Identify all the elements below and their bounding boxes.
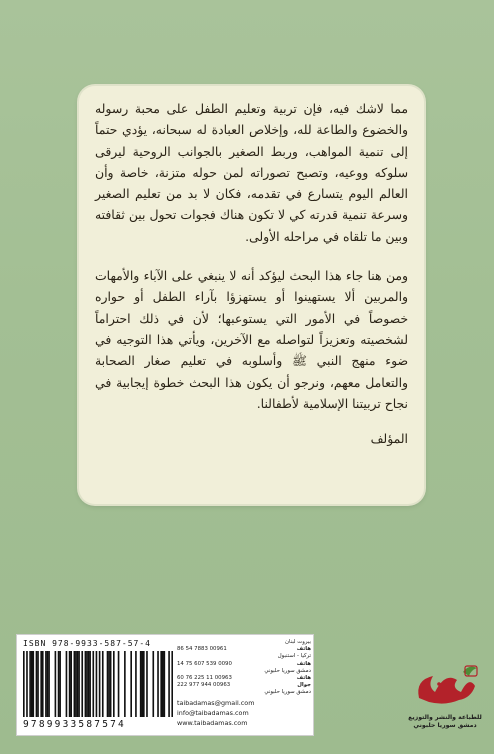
contact-row: [177, 639, 311, 646]
barcode-bar: [81, 651, 83, 717]
publisher-caption-2: دمشق سوريا حلبوني: [413, 722, 477, 729]
barcode-bar: [113, 651, 115, 717]
barcode-bar: [110, 651, 112, 717]
barcode-bar: [48, 651, 50, 717]
barcode-bar: [96, 651, 98, 717]
contact-row: [177, 689, 311, 696]
author-signature: المؤلف: [370, 431, 408, 447]
barcode-bar: [89, 651, 91, 717]
barcode-bar: [42, 651, 44, 717]
barcode-bar: [102, 651, 104, 717]
barcode-bar: [77, 651, 79, 717]
barcode-bar: [143, 651, 145, 717]
barcode-bar: [36, 651, 38, 717]
contact-phone: 00961 7883 54 86: [177, 646, 227, 653]
barcode-bar: [135, 651, 137, 717]
barcode-bar: [31, 651, 33, 717]
taiba-logo-icon: [405, 662, 485, 710]
barcode-bar: [108, 651, 110, 717]
blurb-paragraph-1: مما لاشك فيه، فإن تربية وتعليم الطفل على محبة رسوله والخضوع والطاعة لله، وإخلاص العبادة له سبحانه، يؤدي حتماً إلى تنمية المواهب، وربط الصغير بالجوانب الروحية ليرقى سلوكه ووعيه، وتصبح تصوراته لمن حوله متزنة، خاصة وأن العالم اليوم يتسارع في تقدمه، فكان لا بد من تعليم الصغير وسرعة تنمية قدرته كي لا تكون هناك فجوات تحول بين ثقافته وبين ما تلقاه في مراحله الأولى.: [95, 101, 408, 244]
barcode-bar: [168, 651, 170, 717]
publisher-contacts: [177, 639, 311, 727]
isbn-digits: 9789933587574: [23, 719, 126, 730]
contact-phone: 00963 11 225 76 60: [177, 675, 232, 682]
barcode-bar: [140, 651, 142, 717]
contact-row: [177, 661, 311, 668]
barcode-bar: [164, 651, 166, 717]
publisher-caption-1: للطباعة والنشر والتوزيع: [408, 714, 482, 721]
barcode-bar: [74, 651, 76, 717]
barcode-bar: [118, 651, 120, 717]
barcode-bar: [23, 651, 25, 717]
contact-label: هاتف: [296, 660, 311, 667]
publisher-logo: [405, 662, 485, 732]
contact-label: هاتف: [296, 675, 311, 682]
barcode-bar: [86, 651, 88, 717]
barcode-bar: [157, 651, 159, 717]
barcode-bar: [78, 651, 80, 717]
barcode-bar: [58, 651, 60, 717]
barcode-bar: [29, 651, 31, 717]
isbn-label: ISBN 978-9933-587-57-4: [23, 639, 151, 648]
contact-label: جوال: [297, 682, 311, 689]
barcode-bar: [75, 651, 77, 717]
barcode-bar: [141, 651, 143, 717]
barcode-bar: [160, 651, 162, 717]
email-primary: taibadamas@gmail.com: [177, 698, 255, 707]
barcode-bar: [92, 651, 94, 717]
website-link: www.taibadamas.com: [177, 719, 248, 728]
barcode-bar: [70, 651, 72, 717]
barcode-bar: [146, 651, 148, 717]
barcode-bar: [40, 651, 42, 717]
contact-city: بيروت لبنان: [285, 639, 311, 645]
blurb-paragraph-2: ومن هنا جاء هذا البحث ليؤكد أنه لا ينبغي على الآباء والأمهات والمربين ألا يستهينوا أو يستهزؤا بآراء الطفل أو حواره خصوصاً في الأمور التي يستوعبها؛ لأن في ذلك احتراماً لشخصيته وتعزيزاً لتواصله مع الآخرين، ويأتي هذا التوجيه في ضوء منهج النبي ﷺ وأسلوبه في تعليم صغار الصحابة والتعامل معهم، ونرجو أن يكون هذا البحث خطوة إيجابية في نجاح تربيتنا الإسلامية لأطفالنا.: [95, 268, 408, 411]
barcode-bar: [85, 651, 87, 717]
barcode-bar: [69, 651, 71, 717]
barcode-bar: [99, 651, 101, 717]
blurb-panel: [79, 86, 424, 504]
barcode-bar: [59, 651, 61, 717]
barcode-bar: [66, 651, 68, 717]
contact-city: دمشق سوريا حلبوني: [264, 689, 311, 696]
contact-phone: 0090 539 607 75 14: [177, 660, 232, 667]
barcode-bar: [88, 651, 90, 717]
contact-label: هاتف: [296, 646, 311, 653]
contact-phone: 00963 944 977 222: [177, 682, 231, 689]
barcode-bar: [37, 651, 39, 717]
barcode-bar: [45, 651, 47, 717]
barcode-bar: [47, 651, 49, 717]
barcode-bar: [55, 651, 57, 717]
contact-row: [177, 668, 311, 675]
contact-row: [177, 653, 311, 660]
contact-row: [177, 682, 311, 689]
barcode-bar: [152, 651, 154, 717]
contact-city: دمشق سوريا حلبوني: [264, 667, 311, 674]
barcode-bar: [32, 651, 34, 717]
barcode-bar: [26, 651, 28, 717]
barcode-bar: [162, 651, 164, 717]
contact-row: [177, 675, 311, 682]
email-info: info@taibadamas.com: [177, 708, 249, 717]
contact-city: تركيا - استنبول: [277, 653, 311, 660]
barcode-bar: [124, 651, 126, 717]
barcode-bar: [107, 651, 109, 717]
barcode-bar: [130, 651, 132, 717]
barcode-bar: [171, 651, 173, 717]
isbn-block: [16, 634, 314, 736]
barcode-graphic: [23, 651, 173, 717]
